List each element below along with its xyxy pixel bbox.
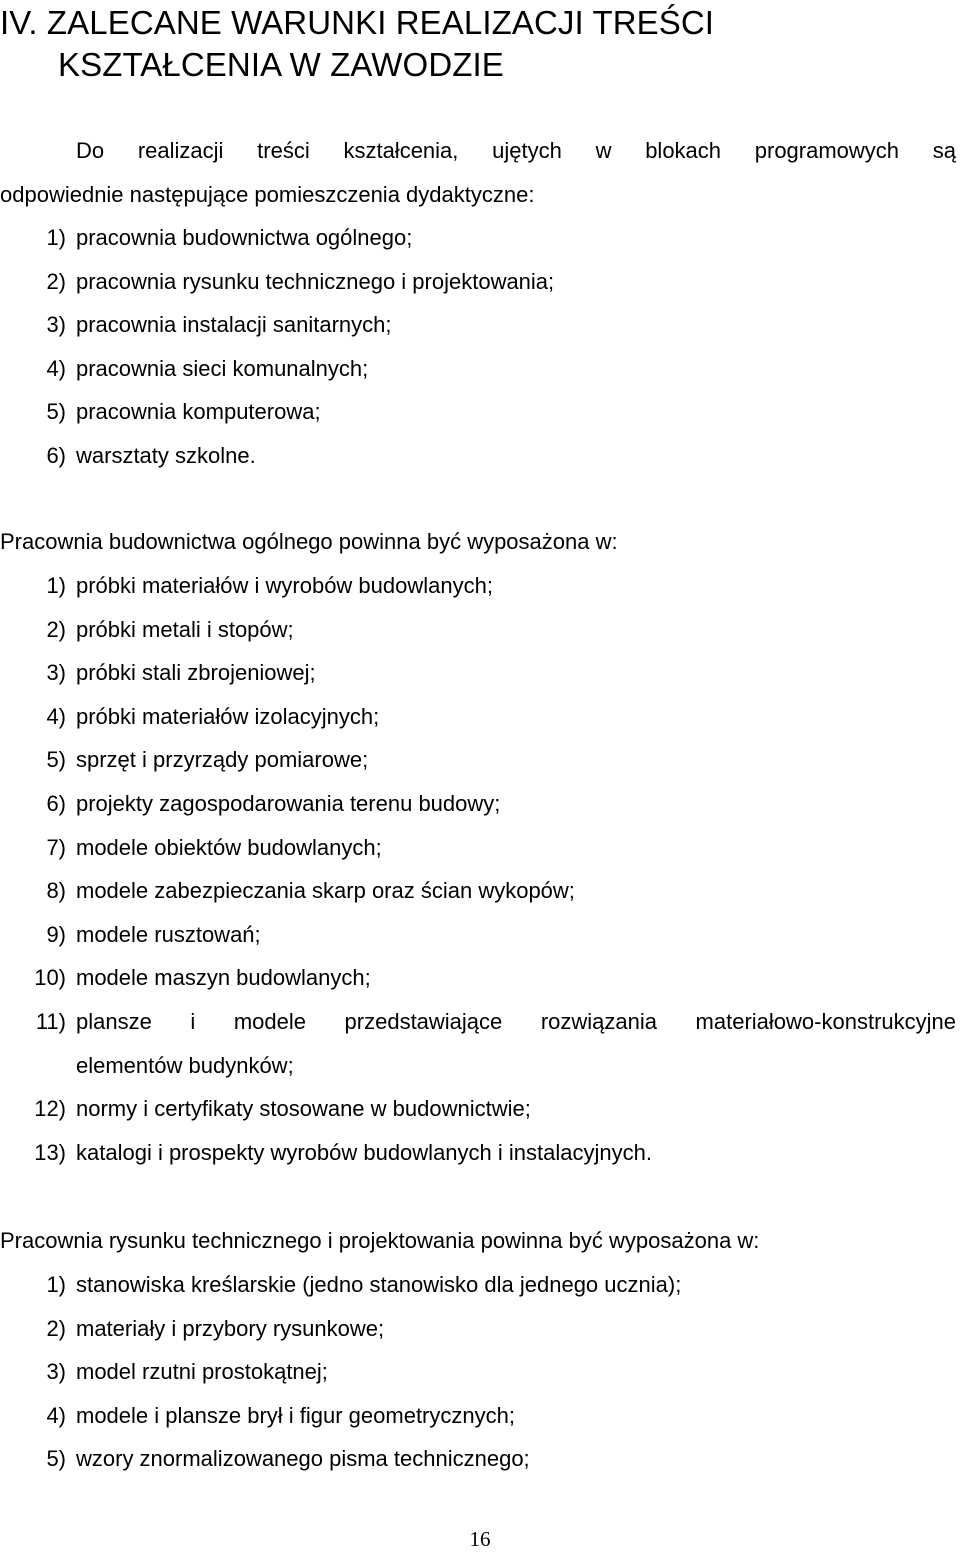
- item-text-line-2: elementów budynków;: [76, 1052, 294, 1078]
- section-heading: [0, 2, 714, 86]
- item-text: pracownia rysunku technicznego i projektowania;: [76, 268, 555, 294]
- item-number: 8): [46, 878, 66, 904]
- item-text: warsztaty szkolne.: [76, 442, 256, 468]
- item-text: pracownia sieci komunalnych;: [76, 355, 369, 381]
- item-text-line-1: plansze i modele przedstawiające rozwiązania materiałowo-konstrukcyjne: [76, 1008, 956, 1034]
- item-number: 3): [46, 312, 66, 338]
- item-text: sprzęt i przyrządy pomiarowe;: [76, 747, 369, 773]
- item-text: wzory znormalizowanego pisma technicznego;: [76, 1446, 530, 1472]
- item-number: 5): [46, 1446, 66, 1472]
- item-number: 6): [46, 790, 66, 816]
- item-text: modele zabezpieczania skarp oraz ścian wykopów;: [76, 878, 575, 904]
- item-number: 4): [46, 355, 66, 381]
- item-number: 3): [46, 1359, 66, 1385]
- item-text: materiały i przybory rysunkowe;: [76, 1315, 385, 1341]
- item-text: stanowiska kreślarskie (jedno stanowisko dla jednego ucznia);: [76, 1272, 682, 1297]
- item-number: 7): [46, 834, 66, 860]
- item-number: 13): [34, 1139, 66, 1165]
- item-text: próbki stali zbrojeniowej;: [76, 660, 316, 686]
- item-text: projekty zagospodarowania terenu budowy;: [76, 790, 501, 816]
- item-number: 1): [46, 573, 66, 598]
- item-text: modele obiektów budowlanych;: [76, 834, 382, 860]
- item-number: 6): [46, 442, 66, 468]
- item-text: pracownia budownictwa ogólnego;: [76, 225, 413, 250]
- item-text: normy i certyfikaty stosowane w budownictwie;: [76, 1096, 531, 1122]
- item-number: 2): [46, 616, 66, 642]
- section2-intro: Pracownia rysunku technicznego i projektowania powinna być wyposażona w:: [0, 1228, 760, 1253]
- item-number: 2): [46, 268, 66, 294]
- intro-line-2: odpowiednie następujące pomieszczenia dydaktyczne:: [0, 181, 535, 207]
- item-number: 1): [46, 225, 66, 250]
- item-number: 10): [34, 965, 66, 991]
- page-number: 16: [469, 1527, 491, 1551]
- item-number: 11): [35, 1008, 66, 1034]
- intro-paragraph: [0, 129, 956, 216]
- item-number: 3): [46, 660, 66, 686]
- item-number: 1): [46, 1272, 66, 1297]
- item-text: próbki materiałów i wyrobów budowlanych;: [76, 573, 493, 598]
- intro-line-1: Do realizacji treści kształcenia, ujętych w blokach programowych są: [76, 138, 956, 163]
- item-text: pracownia komputerowa;: [76, 399, 321, 425]
- item-text: próbki metali i stopów;: [76, 616, 294, 642]
- heading-line-2: KSZTAŁCENIA W ZAWODZIE: [58, 46, 504, 83]
- item-text: model rzutni prostokątnej;: [76, 1359, 328, 1385]
- item-text: modele rusztowań;: [76, 921, 261, 947]
- item-text: [76, 1000, 956, 1087]
- item-text: pracownia instalacji sanitarnych;: [76, 312, 392, 338]
- item-text: próbki materiałów izolacyjnych;: [76, 703, 380, 729]
- item-number: 2): [46, 1315, 66, 1341]
- section1-intro: Pracownia budownictwa ogólnego powinna być wyposażona w:: [0, 529, 618, 554]
- item-number: 4): [46, 1402, 66, 1428]
- item-text: katalogi i prospekty wyrobów budowlanych i instalacyjnych.: [76, 1139, 652, 1165]
- heading-line-1: IV. ZALECANE WARUNKI REALIZACJI TREŚCI: [0, 4, 715, 41]
- item-text: modele maszyn budowlanych;: [76, 965, 371, 991]
- item-number: 9): [46, 921, 66, 947]
- item-number: 4): [46, 703, 66, 729]
- item-number: 5): [46, 399, 66, 425]
- item-text: modele i plansze brył i figur geometrycznych;: [76, 1402, 515, 1428]
- item-number: 12): [34, 1096, 66, 1122]
- item-number: 5): [46, 747, 66, 773]
